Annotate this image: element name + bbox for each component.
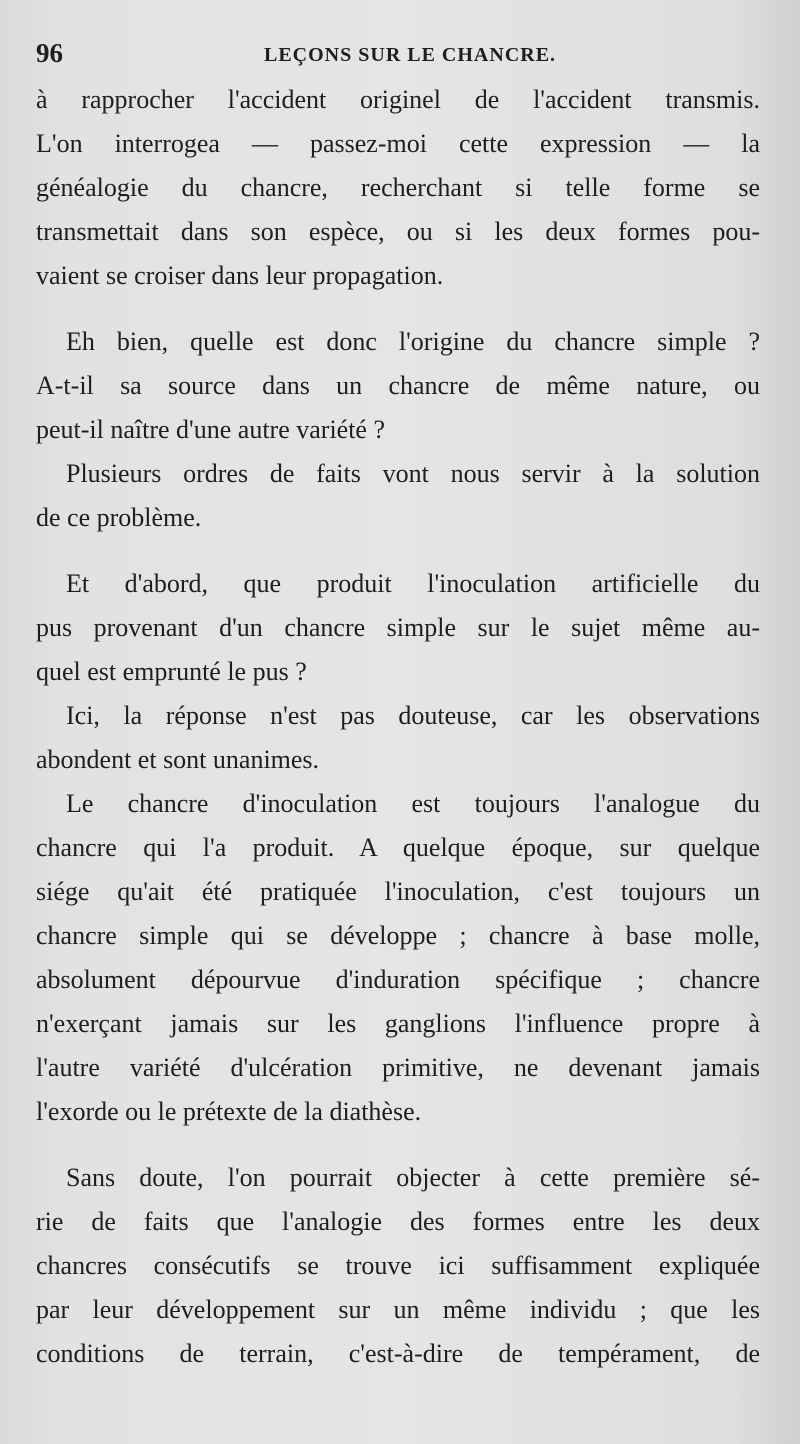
text-line: absolument dépourvue d'induration spécifique ; chancre [36, 965, 760, 994]
text-line: quel est emprunté le pus ? [36, 657, 307, 686]
text-line: par leur développement sur un même individu ; que les [36, 1295, 760, 1324]
body-text [36, 78, 760, 1376]
text-line: Plusieurs ordres de faits vont nous servir à la solution [66, 459, 760, 488]
text-line: abondent et sont unanimes. [36, 745, 320, 774]
text-line: transmettait dans son espèce, ou si les deux formes pou- [36, 217, 760, 246]
text-line: chancres consécutifs se trouve ici suffisamment expliquée [36, 1251, 760, 1280]
text-line: chancre qui l'a produit. A quelque époque, sur quelque [36, 833, 760, 862]
text-line: n'exerçant jamais sur les ganglions l'influence propre à [36, 1009, 760, 1038]
paragraph-7 [36, 1156, 760, 1376]
text-line: A-t-il sa source dans un chancre de même nature, ou [36, 371, 760, 400]
paragraph-1 [36, 78, 760, 298]
text-line: chancre simple qui se développe ; chancre à base molle, [36, 921, 760, 950]
paragraph-3 [36, 452, 760, 540]
text-line: de ce problème. [36, 503, 202, 532]
text-line: généalogie du chancre, recherchant si telle forme se [36, 173, 760, 202]
text-line: conditions de terrain, c'est-à-dire de tempérament, de [36, 1339, 760, 1368]
text-line: siége qu'ait été pratiquée l'inoculation, c'est toujours un [36, 877, 760, 906]
paragraph-4 [36, 562, 760, 694]
text-line: Ici, la réponse n'est pas douteuse, car les observations [66, 701, 760, 730]
paragraph-6 [36, 782, 760, 1134]
text-line: Le chancre d'inoculation est toujours l'analogue du [66, 789, 760, 818]
page-header [36, 32, 760, 72]
paragraph-2 [36, 320, 760, 452]
page-number: 96 [36, 38, 63, 68]
text-line: Sans doute, l'on pourrait objecter à cette première sé- [66, 1163, 760, 1192]
running-head: LEÇONS SUR LE CHANCRE. [264, 44, 557, 66]
paragraph-5 [36, 694, 760, 782]
text-line: Eh bien, quelle est donc l'origine du chancre simple ? [66, 327, 760, 356]
text-line: rie de faits que l'analogie des formes entre les deux [36, 1207, 760, 1236]
text-line: Et d'abord, que produit l'inoculation artificielle du [66, 569, 760, 598]
text-line: l'autre variété d'ulcération primitive, ne devenant jamais [36, 1053, 760, 1082]
text-line: peut-il naître d'une autre variété ? [36, 415, 386, 444]
text-line: à rapprocher l'accident originel de l'accident transmis. [36, 85, 760, 114]
text-line: pus provenant d'un chancre simple sur le sujet même au- [36, 613, 760, 642]
text-line: L'on interrogea — passez-moi cette expression — la [36, 129, 760, 158]
text-line: l'exorde ou le prétexte de la diathèse. [36, 1097, 422, 1126]
text-line: vaient se croiser dans leur propagation. [36, 261, 444, 290]
